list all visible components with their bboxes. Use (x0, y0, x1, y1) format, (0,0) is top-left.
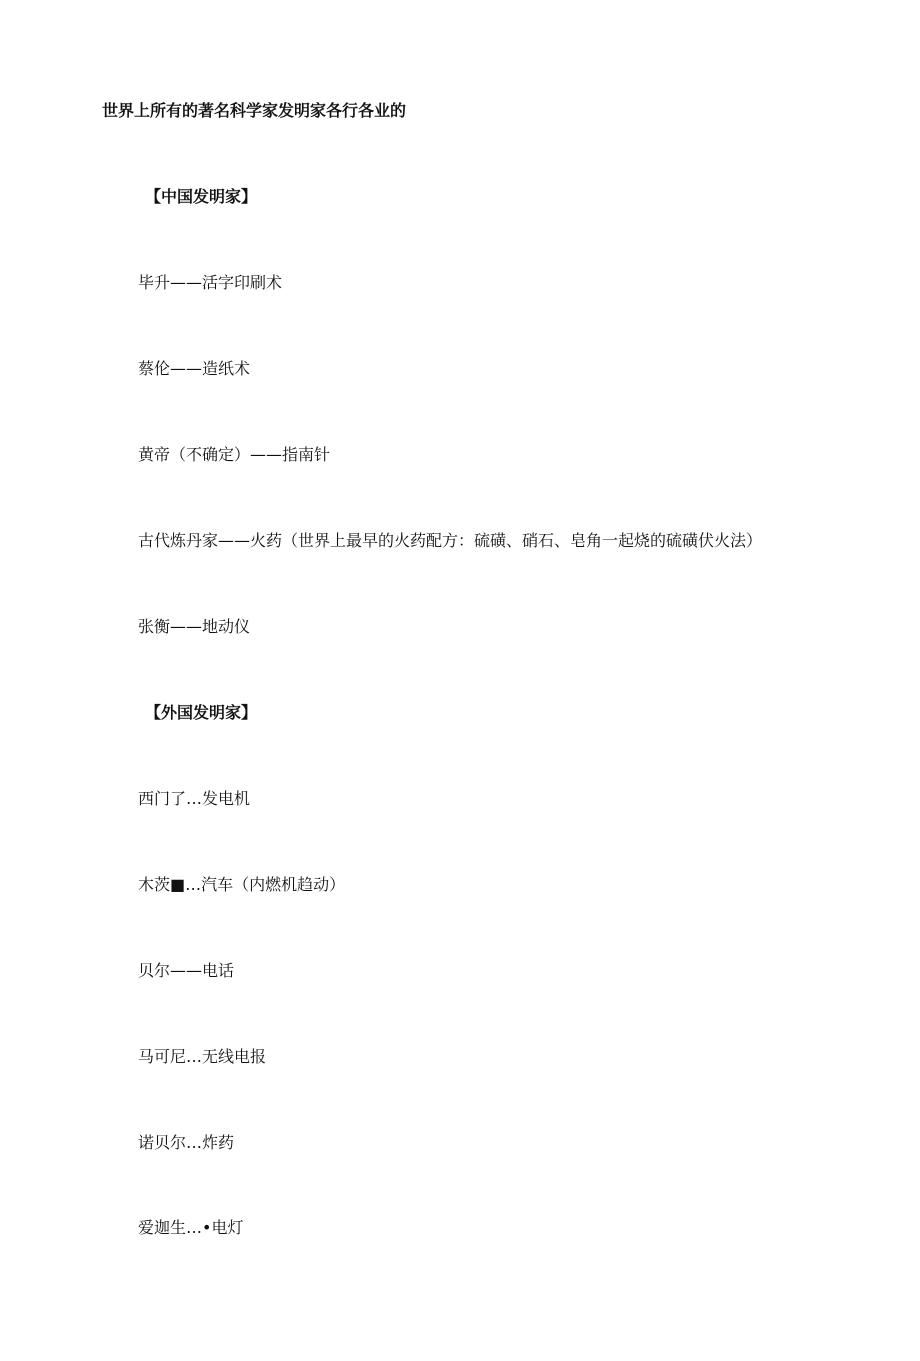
list-item: 蔡伦——造纸术 (138, 359, 251, 378)
section-heading-chinese-inventors: 【中国发明家】 (145, 187, 258, 206)
list-item: 毕升——活字印刷术 (138, 273, 283, 292)
list-item: 爱迦生…•电灯 (138, 1218, 244, 1237)
list-item: 张衡——地动仪 (138, 617, 251, 636)
list-item: 古代炼丹家——火药（世界上最早的火药配方：硫磺、硝石、皂角一起烧的硫磺伏火法） (138, 531, 763, 550)
document-title: 世界上所有的著名科学家发明家各行各业的 (102, 101, 407, 120)
list-item: 诺贝尔…炸药 (138, 1133, 235, 1152)
list-item: 贝尔——电话 (138, 961, 235, 980)
section-heading-foreign-inventors: 【外国发明家】 (145, 703, 258, 722)
list-item: 黄帝（不确定）——指南针 (138, 445, 331, 464)
list-item: 马可尼…无线电报 (138, 1047, 267, 1066)
list-item: 西门了…发电机 (138, 789, 251, 808)
list-item: 木茨■…汽车（内燃机趋动） (138, 875, 346, 894)
